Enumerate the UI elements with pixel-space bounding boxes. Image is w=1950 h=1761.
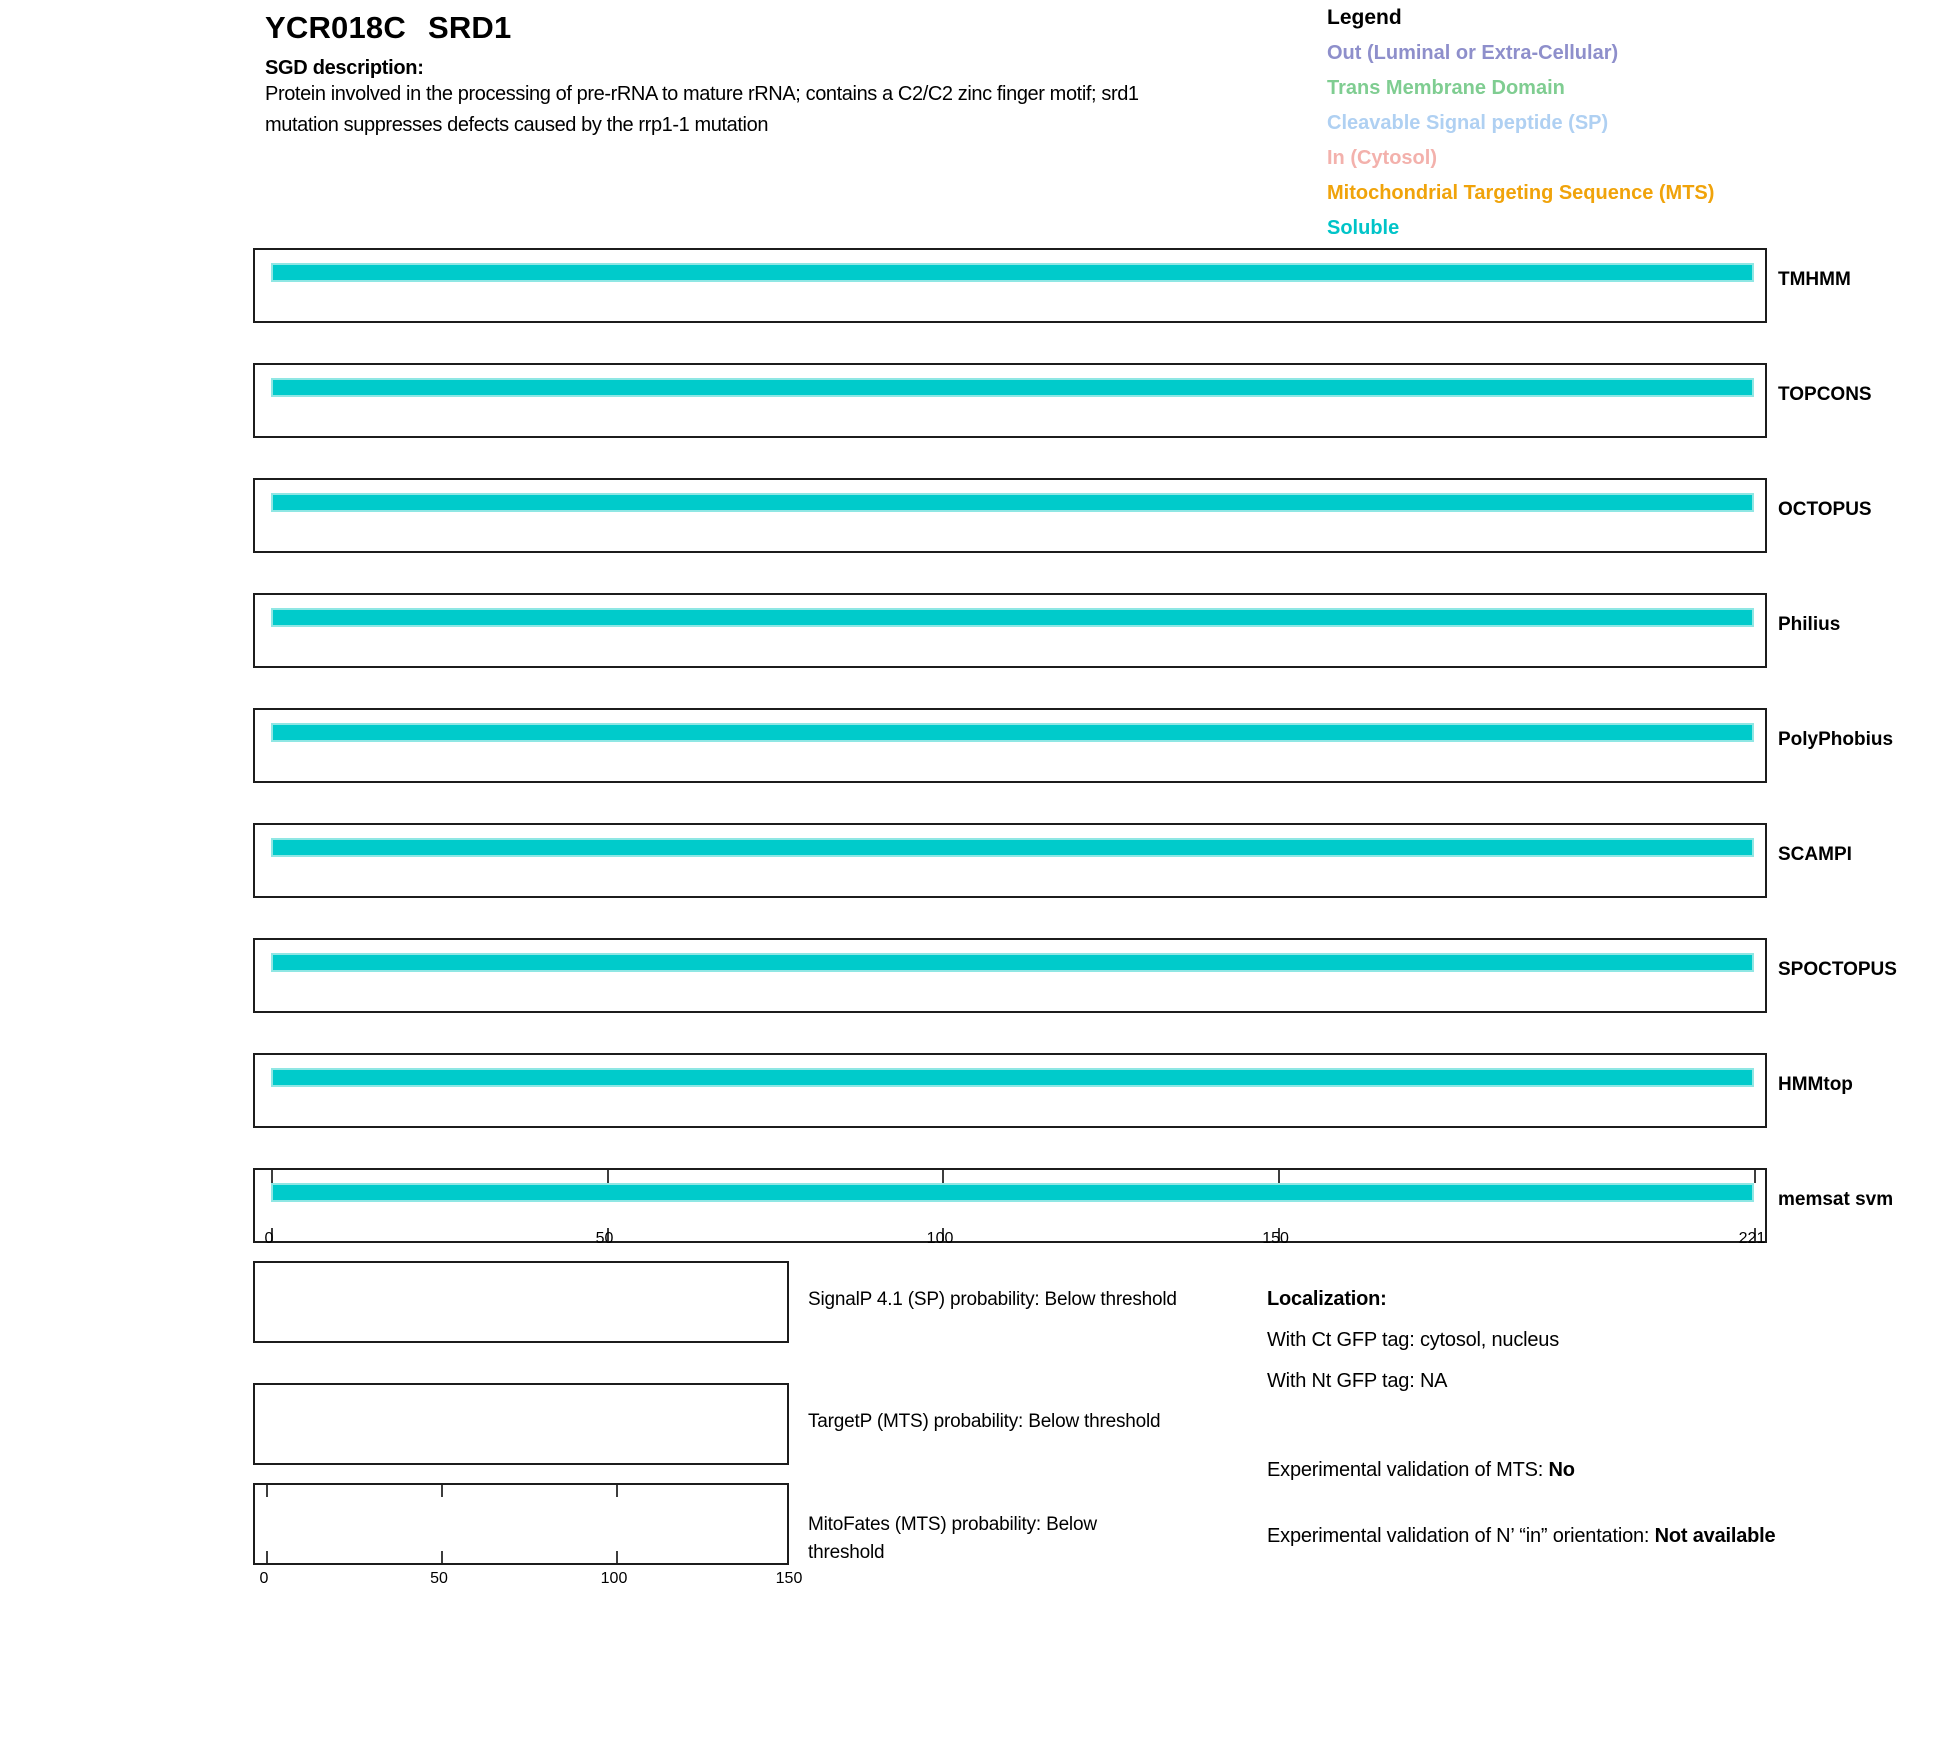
legend-item-cleavable-signal-peptide-sp: Cleavable Signal peptide (SP) xyxy=(1327,112,1609,134)
track-label-memsat-svm: memsat svm xyxy=(1778,1189,1894,1210)
axis-tick-bottom xyxy=(616,1551,618,1563)
legend-items xyxy=(1327,36,1714,246)
track-label-scampi: SCAMPI xyxy=(1778,844,1852,865)
axis-tick-top xyxy=(266,1485,268,1497)
probability-axis-label-50: 50 xyxy=(430,1570,448,1587)
track-label-octopus: OCTOPUS xyxy=(1778,499,1872,520)
track-label-spoctopus: SPOCTOPUS xyxy=(1778,959,1897,980)
track-box-polyphobius xyxy=(253,708,1767,783)
track-box-hmmtop xyxy=(253,1053,1767,1128)
mts-validation-line xyxy=(1267,1454,1799,1487)
axis-tick-label-150: 150 xyxy=(1262,1230,1289,1247)
topology-bar-soluble xyxy=(271,1068,1754,1087)
track-label-topcons: TOPCONS xyxy=(1778,384,1872,405)
axis-tick-label-0: 0 xyxy=(264,1230,274,1247)
axis-tick-label-50: 50 xyxy=(595,1230,614,1247)
sgd-description-label: SGD description: xyxy=(265,57,424,79)
localization-panel xyxy=(1267,1283,1799,1561)
axis-tick-label-100: 100 xyxy=(926,1230,954,1247)
probability-axis-label-100: 100 xyxy=(600,1570,628,1587)
legend-item-soluble: Soluble xyxy=(1327,217,1400,239)
axis-tick-top xyxy=(607,1170,609,1183)
probability-box-signalp xyxy=(253,1261,789,1343)
legend-title: Legend xyxy=(1327,6,1402,29)
orientation-validation-line xyxy=(1267,1520,1799,1553)
probability-label-line-2: threshold xyxy=(808,1542,885,1563)
track-box-octopus xyxy=(253,478,1767,553)
gene-standard-name: SRD1 xyxy=(427,10,512,45)
topology-bar-soluble xyxy=(271,378,1754,397)
track-box-memsat-svm xyxy=(253,1168,1767,1243)
topology-bar-soluble xyxy=(271,608,1754,627)
orientation-validation-value: Not available xyxy=(1654,1525,1776,1547)
mts-validation-value: No xyxy=(1548,1459,1575,1481)
track-label-tmhmm: TMHMM xyxy=(1778,269,1851,290)
axis-tick-top xyxy=(616,1485,618,1497)
legend-item-out-luminal-or-extra-cellular: Out (Luminal or Extra-Cellular) xyxy=(1327,42,1619,64)
axis-tick-bottom xyxy=(266,1551,268,1563)
topology-bar-soluble xyxy=(271,953,1754,972)
axis-tick-top xyxy=(942,1170,944,1183)
probability-label-mitofates xyxy=(808,1511,1097,1567)
topology-bar-soluble xyxy=(271,493,1754,512)
probability-box-targetp xyxy=(253,1383,789,1465)
axis-tick-bottom xyxy=(441,1551,443,1563)
mts-validation-label: Experimental validation of MTS: xyxy=(1267,1459,1549,1481)
track-box-scampi xyxy=(253,823,1767,898)
track-box-spoctopus xyxy=(253,938,1767,1013)
sgd-description-line-2: mutation suppresses defects caused by the rrp1-1 mutation xyxy=(265,114,769,136)
topology-bar-soluble xyxy=(271,263,1754,282)
axis-tick-top xyxy=(441,1485,443,1497)
legend-item-in-cytosol: In (Cytosol) xyxy=(1327,147,1437,169)
topology-bar-soluble xyxy=(271,1183,1754,1202)
topology-bar-soluble xyxy=(271,838,1754,857)
ct-gfp-line: With Ct GFP tag: cytosol, nucleus xyxy=(1267,1329,1560,1351)
probability-label-signalp: SignalP 4.1 (SP) probability: Below threshold xyxy=(808,1289,1177,1310)
track-box-topcons xyxy=(253,363,1767,438)
axis-tick-top xyxy=(1278,1170,1280,1183)
localization-heading: Localization: xyxy=(1267,1288,1387,1310)
probability-label-targetp: TargetP (MTS) probability: Below threshold xyxy=(808,1411,1161,1432)
orientation-validation-label: Experimental validation of N’ “in” orientation: xyxy=(1267,1525,1655,1547)
probability-axis-label-150: 150 xyxy=(775,1570,803,1587)
probability-axis-label-0: 0 xyxy=(259,1570,269,1587)
legend-item-trans-membrane-domain: Trans Membrane Domain xyxy=(1327,77,1565,99)
sgd-description-text xyxy=(265,79,1139,141)
page-title xyxy=(265,10,511,46)
track-label-polyphobius: PolyPhobius xyxy=(1778,729,1894,750)
nt-gfp-line: With Nt GFP tag: NA xyxy=(1267,1370,1448,1392)
axis-tick-label-221: 221 xyxy=(1738,1230,1766,1247)
gene-systematic-name: YCR018C xyxy=(265,10,406,45)
track-label-hmmtop: HMMtop xyxy=(1778,1074,1853,1095)
legend xyxy=(1327,6,1714,246)
probability-box-mitofates xyxy=(253,1483,789,1565)
sgd-description-line-1: Protein involved in the processing of pre-rRNA to mature rRNA; contains a C2/C2 zinc finger motif; srd1 xyxy=(265,83,1139,105)
axis-tick-top xyxy=(271,1170,273,1183)
track-box-tmhmm xyxy=(253,248,1767,323)
topology-bar-soluble xyxy=(271,723,1754,742)
axis-tick-top xyxy=(1754,1170,1756,1183)
track-label-philius: Philius xyxy=(1778,614,1841,635)
probability-label-line-1: MitoFates (MTS) probability: Below xyxy=(808,1514,1097,1535)
legend-item-mitochondrial-targeting-sequence-mts: Mitochondrial Targeting Sequence (MTS) xyxy=(1327,182,1715,204)
track-box-philius xyxy=(253,593,1767,668)
